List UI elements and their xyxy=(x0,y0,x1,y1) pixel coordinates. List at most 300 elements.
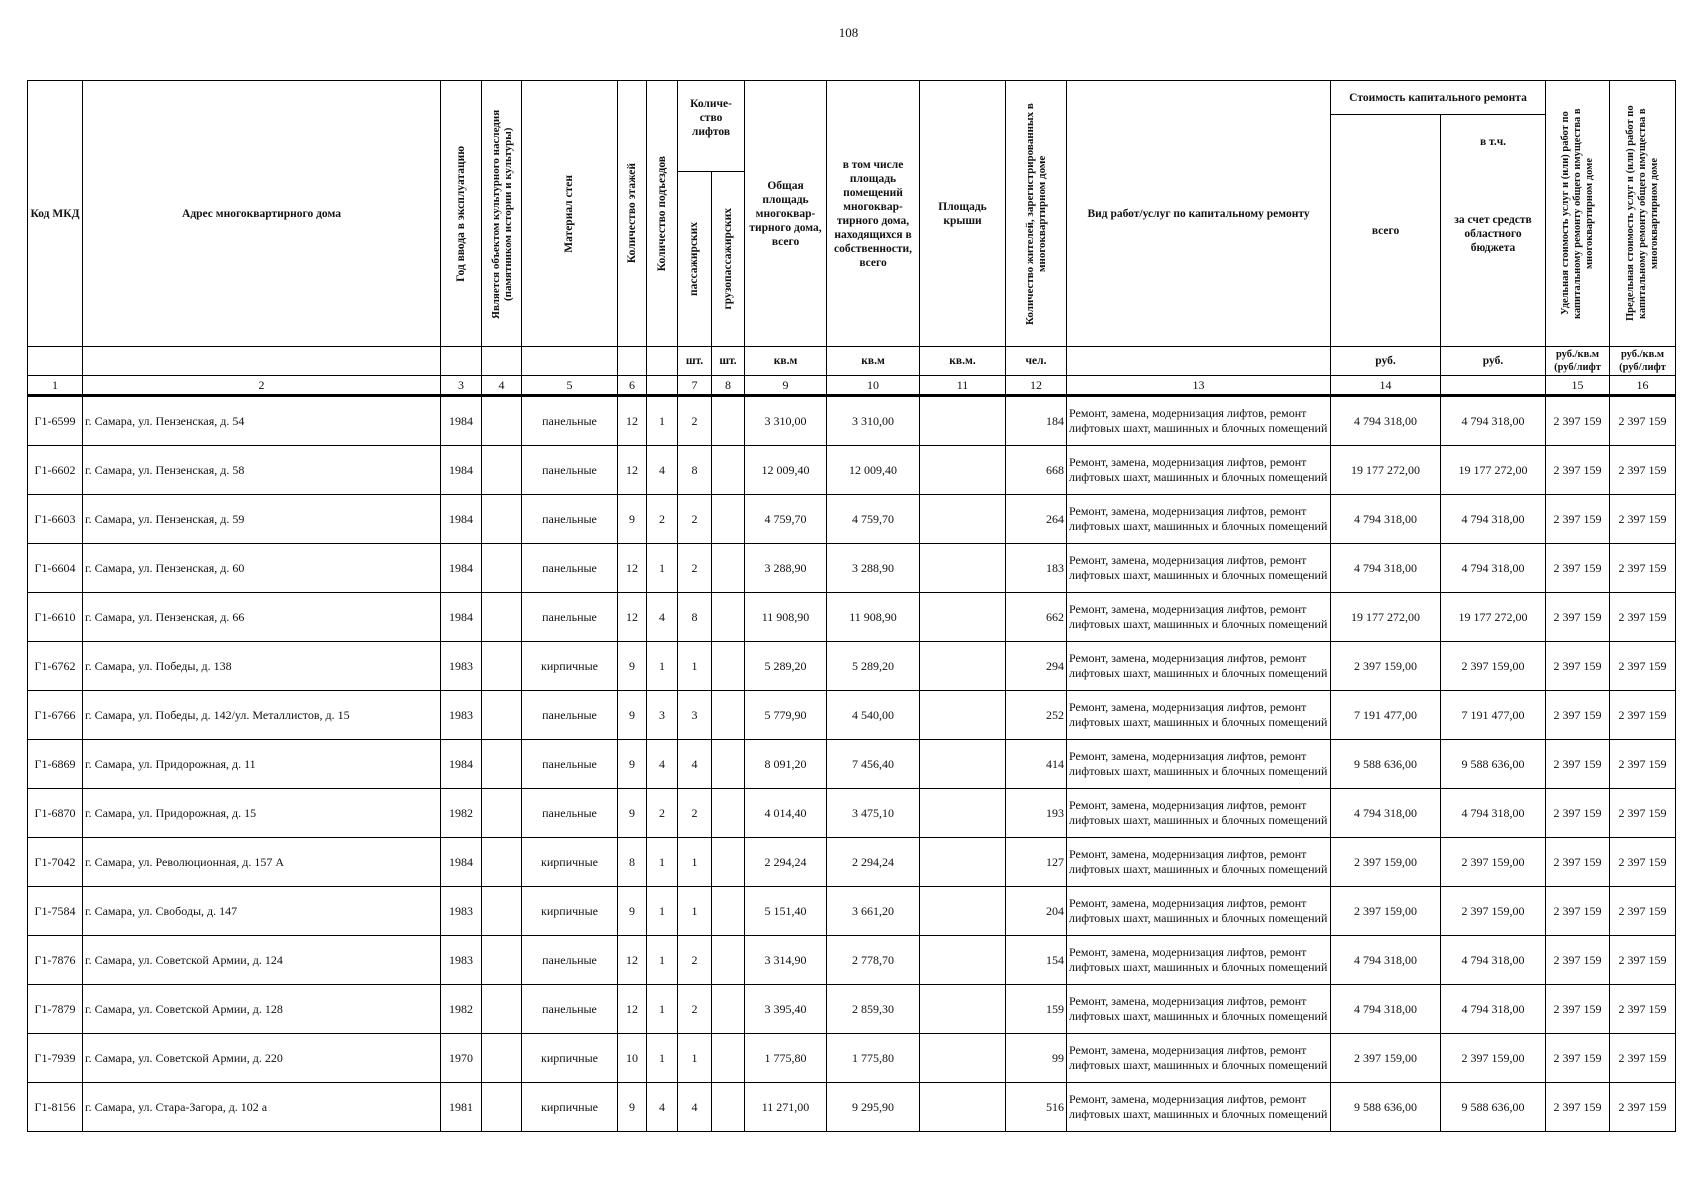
table-row xyxy=(28,691,1676,740)
cell-total-area: 3 288,90 xyxy=(745,544,827,593)
cell-address: г. Самара, ул. Пензенская, д. 66 xyxy=(83,593,441,642)
cell-unit-cost: 2 397 159 xyxy=(1546,593,1610,642)
cell-max-cost: 2 397 159 xyxy=(1610,544,1676,593)
cell-year: 1984 xyxy=(441,593,482,642)
header-work-type: Вид работ/услуг по капитальному ремонту xyxy=(1067,81,1331,347)
cell-roof-area xyxy=(920,887,1006,936)
unit-roof-area: кв.м. xyxy=(920,347,1006,376)
cell-unit-cost: 2 397 159 xyxy=(1546,642,1610,691)
cell-owned-area: 3 661,20 xyxy=(827,887,920,936)
cell-work-type: Ремонт, замена, модернизация лифтов, ремонт лифтовых шахт, машинных и блочных помещений xyxy=(1067,642,1331,691)
cell-lifts-freight xyxy=(712,593,745,642)
cell-material: панельные xyxy=(522,691,618,740)
cell-unit-cost: 2 397 159 xyxy=(1546,740,1610,789)
table-row xyxy=(28,936,1676,985)
cell-owned-area: 7 456,40 xyxy=(827,740,920,789)
cell-cost-regional: 4 794 318,00 xyxy=(1441,789,1546,838)
cell-cost-regional: 4 794 318,00 xyxy=(1441,985,1546,1034)
cell-lifts-freight xyxy=(712,985,745,1034)
unit-max-cost: руб./кв.м (руб/лифт xyxy=(1610,347,1676,376)
cell-owned-area: 3 288,90 xyxy=(827,544,920,593)
cell-owned-area: 2 778,70 xyxy=(827,936,920,985)
cell-residents: 154 xyxy=(1006,936,1067,985)
cell-total-area: 5 289,20 xyxy=(745,642,827,691)
cell-total-area: 5 151,40 xyxy=(745,887,827,936)
header-entrances xyxy=(647,81,678,347)
cell-total-area: 8 091,20 xyxy=(745,740,827,789)
cell-floors: 12 xyxy=(618,544,647,593)
cell-lifts-passenger: 1 xyxy=(678,1034,712,1083)
table-body xyxy=(28,396,1676,1132)
table-header xyxy=(28,81,1676,396)
cell-work-type: Ремонт, замена, модернизация лифтов, ремонт лифтовых шахт, машинных и блочных помещений xyxy=(1067,544,1331,593)
unit-unit-cost: руб./кв.м (руб/лифт xyxy=(1546,347,1610,376)
cell-address: г. Самара, ул. Советской Армии, д. 124 xyxy=(83,936,441,985)
header-unit-cost-text: Удельная стоимость услуг и (или) работ по капитальному ремонту общего имущества в многоквартирном доме xyxy=(1559,108,1595,319)
cell-roof-area xyxy=(920,495,1006,544)
cell-max-cost: 2 397 159 xyxy=(1610,1083,1676,1132)
cell-cost-regional: 7 191 477,00 xyxy=(1441,691,1546,740)
cell-work-type: Ремонт, замена, модернизация лифтов, ремонт лифтовых шахт, машинных и блочных помещений xyxy=(1067,593,1331,642)
cell-owned-area: 4 759,70 xyxy=(827,495,920,544)
cell-work-type: Ремонт, замена, модернизация лифтов, ремонт лифтовых шахт, машинных и блочных помещений xyxy=(1067,985,1331,1034)
cell-total-area: 3 395,40 xyxy=(745,985,827,1034)
cell-material: панельные xyxy=(522,396,618,446)
header-year xyxy=(441,81,482,347)
unit-cost-total: руб. xyxy=(1331,347,1441,376)
header-lifts-passenger-text: пассажирских xyxy=(688,222,700,296)
cell-unit-cost: 2 397 159 xyxy=(1546,985,1610,1034)
cell-residents: 264 xyxy=(1006,495,1067,544)
cell-heritage xyxy=(482,446,522,495)
cell-heritage xyxy=(482,985,522,1034)
cell-code: Г1-7042 xyxy=(28,838,83,887)
cell-material: кирпичные xyxy=(522,1034,618,1083)
header-entrances-text: Количество подъездов xyxy=(655,155,668,272)
cell-cost-regional: 19 177 272,00 xyxy=(1441,446,1546,495)
cell-max-cost: 2 397 159 xyxy=(1610,740,1676,789)
header-lifts-freight xyxy=(712,172,745,347)
cell-roof-area xyxy=(920,593,1006,642)
cell-material: панельные xyxy=(522,544,618,593)
column-number: 16 xyxy=(1610,376,1676,396)
cell-work-type: Ремонт, замена, модернизация лифтов, ремонт лифтовых шахт, машинных и блочных помещений xyxy=(1067,789,1331,838)
cell-lifts-freight xyxy=(712,1083,745,1132)
cell-floors: 12 xyxy=(618,936,647,985)
cell-cost-regional: 9 588 636,00 xyxy=(1441,740,1546,789)
cell-address: г. Самара, ул. Советской Армии, д. 220 xyxy=(83,1034,441,1083)
header-floors xyxy=(618,81,647,347)
cell-floors: 9 xyxy=(618,642,647,691)
cell-residents: 516 xyxy=(1006,1083,1067,1132)
unit-residents: чел. xyxy=(1006,347,1067,376)
cell-total-area: 5 779,90 xyxy=(745,691,827,740)
cell-heritage xyxy=(482,1083,522,1132)
unit-address xyxy=(83,347,441,376)
cell-roof-area xyxy=(920,936,1006,985)
cell-material: панельные xyxy=(522,936,618,985)
cell-cost-total: 2 397 159,00 xyxy=(1331,642,1441,691)
cell-floors: 9 xyxy=(618,691,647,740)
cell-material: кирпичные xyxy=(522,887,618,936)
cell-max-cost: 2 397 159 xyxy=(1610,446,1676,495)
unit-material xyxy=(522,347,618,376)
cell-address: г. Самара, ул. Пензенская, д. 58 xyxy=(83,446,441,495)
page-number: 108 xyxy=(838,25,859,40)
header-cost-regional: за счет средств областного бюджета xyxy=(1454,214,1532,254)
cell-residents: 668 xyxy=(1006,446,1067,495)
cell-roof-area xyxy=(920,838,1006,887)
header-wall-material xyxy=(522,81,618,347)
cell-code: Г1-6762 xyxy=(28,642,83,691)
cell-floors: 12 xyxy=(618,593,647,642)
cell-year: 1984 xyxy=(441,446,482,495)
cell-cost-total: 2 397 159,00 xyxy=(1331,887,1441,936)
header-cost-incl: в т.ч. xyxy=(1479,136,1507,148)
table-row xyxy=(28,985,1676,1034)
units-row xyxy=(28,347,1676,376)
cell-cost-total: 9 588 636,00 xyxy=(1331,740,1441,789)
cell-code: Г1-6599 xyxy=(28,396,83,446)
cell-owned-area: 5 289,20 xyxy=(827,642,920,691)
cell-address: г. Самара, ул. Революционная, д. 157 А xyxy=(83,838,441,887)
column-number: 5 xyxy=(522,376,618,396)
header-lifts-freight-text: грузопассажирских xyxy=(721,208,734,310)
cell-material: кирпичные xyxy=(522,1083,618,1132)
cell-year: 1984 xyxy=(441,838,482,887)
cell-entrances: 4 xyxy=(647,1083,678,1132)
unit-owned-area: кв.м xyxy=(827,347,920,376)
header-year-text: Год ввода в эксплуатацию xyxy=(454,145,467,282)
cell-work-type: Ремонт, замена, модернизация лифтов, ремонт лифтовых шахт, машинных и блочных помещений xyxy=(1067,1034,1331,1083)
cell-residents: 184 xyxy=(1006,396,1067,446)
cell-lifts-freight xyxy=(712,544,745,593)
cell-work-type: Ремонт, замена, модернизация лифтов, ремонт лифтовых шахт, машинных и блочных помещений xyxy=(1067,936,1331,985)
cell-work-type: Ремонт, замена, модернизация лифтов, ремонт лифтовых шахт, машинных и блочных помещений xyxy=(1067,446,1331,495)
cell-floors: 12 xyxy=(618,446,647,495)
cell-residents: 252 xyxy=(1006,691,1067,740)
header-lifts-passenger xyxy=(678,172,712,347)
cell-max-cost: 2 397 159 xyxy=(1610,495,1676,544)
cell-year: 1982 xyxy=(441,985,482,1034)
cell-owned-area: 11 908,90 xyxy=(827,593,920,642)
cell-floors: 9 xyxy=(618,495,647,544)
header-address: Адрес многоквартирного дома xyxy=(83,81,441,347)
cell-heritage xyxy=(482,544,522,593)
column-number: 11 xyxy=(920,376,1006,396)
table-row xyxy=(28,495,1676,544)
cell-unit-cost: 2 397 159 xyxy=(1546,691,1610,740)
cell-heritage xyxy=(482,1034,522,1083)
column-number: 1 xyxy=(28,376,83,396)
unit-entrances xyxy=(647,347,678,376)
table-row xyxy=(28,740,1676,789)
cell-lifts-freight xyxy=(712,740,745,789)
table-row xyxy=(28,838,1676,887)
cell-unit-cost: 2 397 159 xyxy=(1546,936,1610,985)
cell-heritage xyxy=(482,936,522,985)
cell-material: панельные xyxy=(522,740,618,789)
cell-code: Г1-7879 xyxy=(28,985,83,1034)
cell-address: г. Самара, ул. Советской Армии, д. 128 xyxy=(83,985,441,1034)
cell-lifts-freight xyxy=(712,642,745,691)
cell-floors: 8 xyxy=(618,838,647,887)
cell-roof-area xyxy=(920,544,1006,593)
cell-cost-regional: 4 794 318,00 xyxy=(1441,544,1546,593)
cell-floors: 12 xyxy=(618,985,647,1034)
cell-owned-area: 12 009,40 xyxy=(827,446,920,495)
cell-cost-regional: 2 397 159,00 xyxy=(1441,838,1546,887)
cell-roof-area xyxy=(920,985,1006,1034)
cell-floors: 9 xyxy=(618,887,647,936)
cell-lifts-passenger: 8 xyxy=(678,593,712,642)
cell-total-area: 2 294,24 xyxy=(745,838,827,887)
cell-lifts-passenger: 4 xyxy=(678,1083,712,1132)
cell-residents: 127 xyxy=(1006,838,1067,887)
cell-roof-area xyxy=(920,789,1006,838)
cell-material: кирпичные xyxy=(522,838,618,887)
header-max-cost xyxy=(1610,81,1676,347)
cell-owned-area: 4 540,00 xyxy=(827,691,920,740)
unit-floors xyxy=(618,347,647,376)
cell-residents: 193 xyxy=(1006,789,1067,838)
cell-code: Г1-6766 xyxy=(28,691,83,740)
cell-entrances: 1 xyxy=(647,985,678,1034)
cell-max-cost: 2 397 159 xyxy=(1610,887,1676,936)
cell-lifts-freight xyxy=(712,446,745,495)
cell-heritage xyxy=(482,396,522,446)
cell-entrances: 2 xyxy=(647,789,678,838)
cell-lifts-freight xyxy=(712,691,745,740)
column-number: 4 xyxy=(482,376,522,396)
cell-lifts-freight xyxy=(712,887,745,936)
cell-entrances: 4 xyxy=(647,446,678,495)
cell-floors: 9 xyxy=(618,740,647,789)
column-number: 2 xyxy=(83,376,441,396)
cell-max-cost: 2 397 159 xyxy=(1610,838,1676,887)
header-max-cost-text: Предельная стоимость услуг и (или) работ по капитальному ремонту общего имущества в многоквартирном доме xyxy=(1624,105,1660,322)
cell-max-cost: 2 397 159 xyxy=(1610,691,1676,740)
cell-lifts-passenger: 4 xyxy=(678,740,712,789)
table-row xyxy=(28,887,1676,936)
header-owned-area: в том числе площадь помещений многоквар- тирного дома, находящихся в собственности, всего xyxy=(827,81,920,347)
cell-lifts-passenger: 2 xyxy=(678,789,712,838)
cell-material: панельные xyxy=(522,446,618,495)
table-row xyxy=(28,642,1676,691)
cell-work-type: Ремонт, замена, модернизация лифтов, ремонт лифтовых шахт, машинных и блочных помещений xyxy=(1067,691,1331,740)
cell-entrances: 1 xyxy=(647,544,678,593)
table-row xyxy=(28,1034,1676,1083)
cell-residents: 99 xyxy=(1006,1034,1067,1083)
header-cost-total: всего xyxy=(1331,115,1441,347)
cell-year: 1983 xyxy=(441,887,482,936)
cell-cost-regional: 4 794 318,00 xyxy=(1441,495,1546,544)
cell-year: 1984 xyxy=(441,544,482,593)
column-number: 9 xyxy=(745,376,827,396)
cell-year: 1970 xyxy=(441,1034,482,1083)
cell-year: 1984 xyxy=(441,740,482,789)
header-floors-text: Количество этажей xyxy=(625,163,638,264)
cell-work-type: Ремонт, замена, модернизация лифтов, ремонт лифтовых шахт, машинных и блочных помещений xyxy=(1067,838,1331,887)
cell-address: г. Самара, ул. Свободы, д. 147 xyxy=(83,887,441,936)
cell-lifts-passenger: 2 xyxy=(678,985,712,1034)
cell-work-type: Ремонт, замена, модернизация лифтов, ремонт лифтовых шахт, машинных и блочных помещений xyxy=(1067,740,1331,789)
cell-unit-cost: 2 397 159 xyxy=(1546,396,1610,446)
cell-unit-cost: 2 397 159 xyxy=(1546,1083,1610,1132)
cell-work-type: Ремонт, замена, модернизация лифтов, ремонт лифтовых шахт, машинных и блочных помещений xyxy=(1067,887,1331,936)
cell-cost-regional: 19 177 272,00 xyxy=(1441,593,1546,642)
cell-roof-area xyxy=(920,691,1006,740)
cell-lifts-passenger: 2 xyxy=(678,495,712,544)
column-numbers-row xyxy=(28,376,1676,396)
cell-lifts-passenger: 3 xyxy=(678,691,712,740)
cell-material: кирпичные xyxy=(522,642,618,691)
cell-residents: 204 xyxy=(1006,887,1067,936)
header-code: Код МКД xyxy=(28,81,83,347)
unit-total-area: кв.м xyxy=(745,347,827,376)
cell-total-area: 1 775,80 xyxy=(745,1034,827,1083)
cell-work-type: Ремонт, замена, модернизация лифтов, ремонт лифтовых шахт, машинных и блочных помещений xyxy=(1067,1083,1331,1132)
header-unit-cost xyxy=(1546,81,1610,347)
cell-lifts-passenger: 1 xyxy=(678,642,712,691)
cell-material: панельные xyxy=(522,789,618,838)
header-residents xyxy=(1006,81,1067,347)
cell-work-type: Ремонт, замена, модернизация лифтов, ремонт лифтовых шахт, машинных и блочных помещений xyxy=(1067,495,1331,544)
cell-total-area: 12 009,40 xyxy=(745,446,827,495)
cell-entrances: 3 xyxy=(647,691,678,740)
table-row xyxy=(28,789,1676,838)
cell-cost-total: 4 794 318,00 xyxy=(1331,495,1441,544)
table-row xyxy=(28,446,1676,495)
unit-heritage xyxy=(482,347,522,376)
column-number: 12 xyxy=(1006,376,1067,396)
column-number: 10 xyxy=(827,376,920,396)
cell-code: Г1-6869 xyxy=(28,740,83,789)
cell-cost-total: 4 794 318,00 xyxy=(1331,396,1441,446)
cell-max-cost: 2 397 159 xyxy=(1610,789,1676,838)
column-number: 7 xyxy=(678,376,712,396)
cell-lifts-passenger: 1 xyxy=(678,838,712,887)
cell-lifts-freight xyxy=(712,1034,745,1083)
cell-lifts-freight xyxy=(712,936,745,985)
cell-unit-cost: 2 397 159 xyxy=(1546,1034,1610,1083)
column-number: 14 xyxy=(1331,376,1441,396)
cell-owned-area: 9 295,90 xyxy=(827,1083,920,1132)
cell-unit-cost: 2 397 159 xyxy=(1546,544,1610,593)
cell-address: г. Самара, ул. Пензенская, д. 60 xyxy=(83,544,441,593)
cell-heritage xyxy=(482,495,522,544)
cell-max-cost: 2 397 159 xyxy=(1610,642,1676,691)
header-wall-material-text: Материал стен xyxy=(563,174,575,253)
cell-cost-total: 19 177 272,00 xyxy=(1331,593,1441,642)
cell-max-cost: 2 397 159 xyxy=(1610,985,1676,1034)
cell-entrances: 1 xyxy=(647,642,678,691)
column-number: 8 xyxy=(712,376,745,396)
cell-max-cost: 2 397 159 xyxy=(1610,593,1676,642)
cell-unit-cost: 2 397 159 xyxy=(1546,446,1610,495)
header-lifts: Количе- ство лифтов xyxy=(678,81,745,172)
cell-floors: 10 xyxy=(618,1034,647,1083)
cell-total-area: 11 271,00 xyxy=(745,1083,827,1132)
cell-lifts-passenger: 2 xyxy=(678,396,712,446)
cell-material: панельные xyxy=(522,985,618,1034)
unit-year xyxy=(441,347,482,376)
cell-heritage xyxy=(482,740,522,789)
unit-code xyxy=(28,347,83,376)
cell-code: Г1-7584 xyxy=(28,887,83,936)
cell-total-area: 11 908,90 xyxy=(745,593,827,642)
cell-year: 1983 xyxy=(441,936,482,985)
header-roof-area: Площадь крыши xyxy=(920,81,1006,347)
column-number: 3 xyxy=(441,376,482,396)
cell-max-cost: 2 397 159 xyxy=(1610,396,1676,446)
cell-year: 1982 xyxy=(441,789,482,838)
header-heritage xyxy=(482,81,522,347)
cell-cost-total: 2 397 159,00 xyxy=(1331,838,1441,887)
cell-max-cost: 2 397 159 xyxy=(1610,1034,1676,1083)
cell-max-cost: 2 397 159 xyxy=(1610,936,1676,985)
cell-unit-cost: 2 397 159 xyxy=(1546,495,1610,544)
cell-cost-total: 2 397 159,00 xyxy=(1331,1034,1441,1083)
cell-entrances: 1 xyxy=(647,838,678,887)
cell-cost-total: 19 177 272,00 xyxy=(1331,446,1441,495)
cell-material: панельные xyxy=(522,495,618,544)
header-total-area: Общая площадь многоквар- тирного дома, всего xyxy=(745,81,827,347)
cell-cost-total: 4 794 318,00 xyxy=(1331,936,1441,985)
cell-address: г. Самара, ул. Пензенская, д. 59 xyxy=(83,495,441,544)
cell-unit-cost: 2 397 159 xyxy=(1546,789,1610,838)
cell-total-area: 4 014,40 xyxy=(745,789,827,838)
cell-owned-area: 3 475,10 xyxy=(827,789,920,838)
table-row xyxy=(28,544,1676,593)
cell-entrances: 1 xyxy=(647,1034,678,1083)
cell-cost-total: 4 794 318,00 xyxy=(1331,544,1441,593)
cell-lifts-passenger: 8 xyxy=(678,446,712,495)
cell-owned-area: 1 775,80 xyxy=(827,1034,920,1083)
cell-entrances: 2 xyxy=(647,495,678,544)
cell-address: г. Самара, ул. Придорожная, д. 15 xyxy=(83,789,441,838)
cell-work-type: Ремонт, замена, модернизация лифтов, ремонт лифтовых шахт, машинных и блочных помещений xyxy=(1067,396,1331,446)
cell-owned-area: 3 310,00 xyxy=(827,396,920,446)
cell-cost-total: 7 191 477,00 xyxy=(1331,691,1441,740)
cell-material: панельные xyxy=(522,593,618,642)
cell-lifts-passenger: 2 xyxy=(678,936,712,985)
cell-address: г. Самара, ул. Победы, д. 138 xyxy=(83,642,441,691)
cell-year: 1984 xyxy=(441,495,482,544)
cell-heritage xyxy=(482,593,522,642)
cell-cost-total: 4 794 318,00 xyxy=(1331,985,1441,1034)
cell-residents: 159 xyxy=(1006,985,1067,1034)
header-residents-text: Количество жителей, зарегистрированных в многоквартирном доме xyxy=(1024,102,1049,325)
cell-cost-total: 4 794 318,00 xyxy=(1331,789,1441,838)
cell-cost-regional: 4 794 318,00 xyxy=(1441,396,1546,446)
cell-entrances: 4 xyxy=(647,740,678,789)
cell-residents: 414 xyxy=(1006,740,1067,789)
cell-year: 1983 xyxy=(441,642,482,691)
cell-code: Г1-7876 xyxy=(28,936,83,985)
cell-lifts-freight xyxy=(712,838,745,887)
cell-code: Г1-6870 xyxy=(28,789,83,838)
cell-code: Г1-8156 xyxy=(28,1083,83,1132)
unit-cost-regional: руб. xyxy=(1441,347,1546,376)
column-number: 15 xyxy=(1546,376,1610,396)
cell-code: Г1-6610 xyxy=(28,593,83,642)
cell-total-area: 3 310,00 xyxy=(745,396,827,446)
cell-lifts-freight xyxy=(712,396,745,446)
column-number: 6 xyxy=(618,376,647,396)
cell-residents: 294 xyxy=(1006,642,1067,691)
cell-year: 1984 xyxy=(441,396,482,446)
